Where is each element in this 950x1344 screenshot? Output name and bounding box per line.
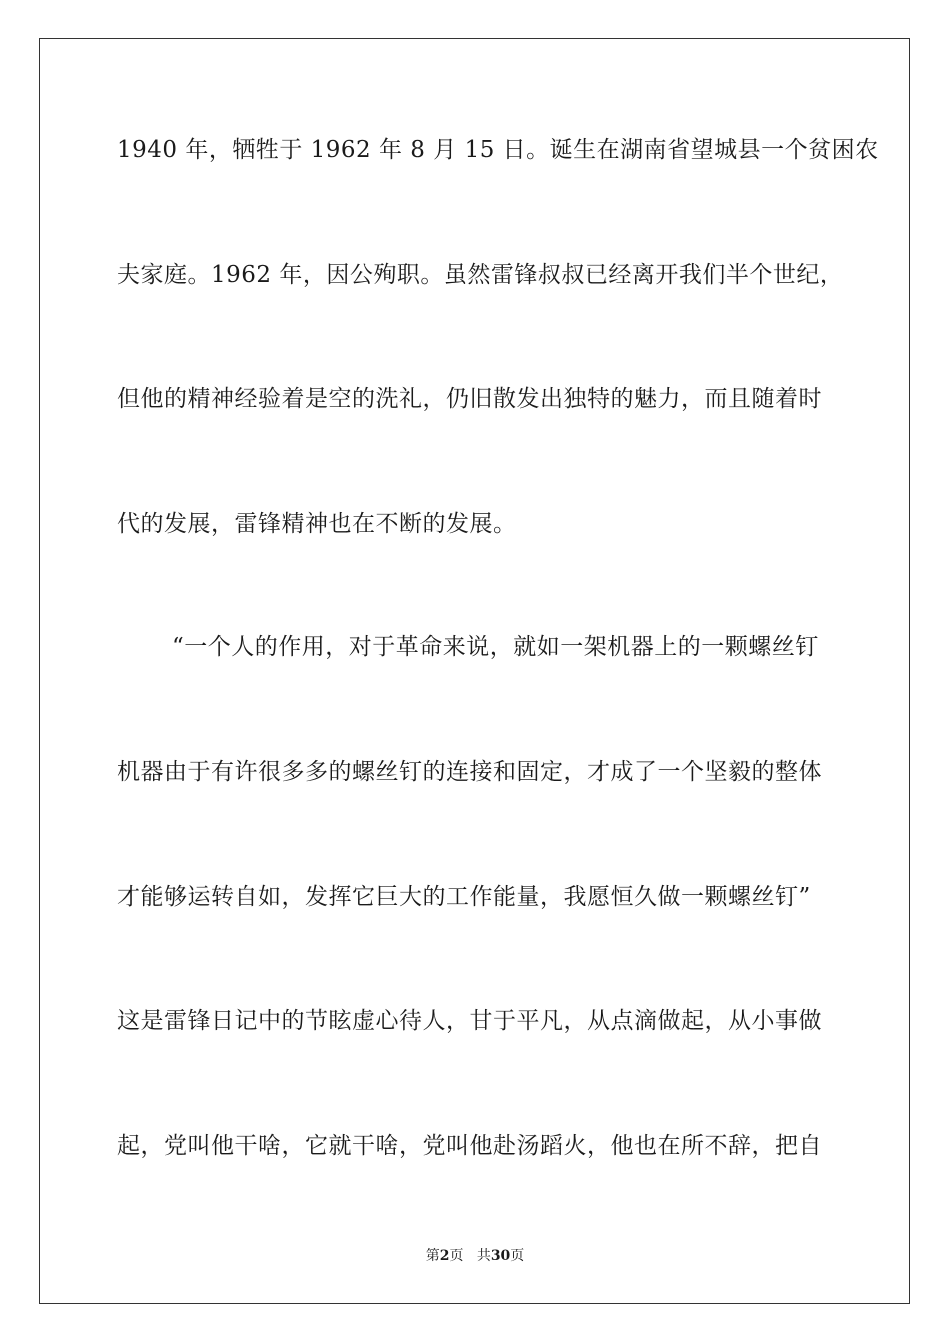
- page-border: [39, 38, 910, 1304]
- text-line-4: 代的发展，雷锋精神也在不断的发展。: [117, 511, 517, 537]
- page-suffix: 页: [449, 1248, 464, 1264]
- text-line-3: 但他的精神经验着是空的洗礼，仍旧散发出独特的魅力，而且随着时: [117, 386, 822, 412]
- total-pages: 30: [490, 1248, 511, 1264]
- total-prefix: 共: [476, 1248, 491, 1264]
- page-prefix: 第: [425, 1248, 440, 1264]
- text-line-5: “一个人的作用，对于革命来说，就如一架机器上的一颗螺丝钉: [172, 634, 819, 660]
- text-line-6: 机器由于有许很多多的螺丝钉的连接和固定，才成了一个坚毅的整体: [117, 759, 822, 785]
- page-footer: [0, 1247, 950, 1265]
- page-number: 2: [439, 1248, 450, 1264]
- text-line-8: 这是雷锋日记中的节眩虚心待人，甘于平凡，从点滴做起，从小事做: [117, 1008, 822, 1034]
- text-line-7: 才能够运转自如，发挥它巨大的工作能量，我愿恒久做一颗螺丝钉”: [117, 884, 811, 910]
- text-line-1: 1940 年，牺牲于 1962 年 8 月 15 日。诞生在湖南省望城县一个贫困农: [117, 137, 879, 163]
- text-line-2: 夫家庭。1962 年，因公殉职。虽然雷锋叔叔已经离开我们半个世纪，: [117, 262, 844, 288]
- total-suffix: 页: [510, 1248, 525, 1264]
- text-line-9: 起，党叫他干啥，它就干啥，党叫他赴汤蹈火，他也在所不辞，把自: [117, 1133, 822, 1159]
